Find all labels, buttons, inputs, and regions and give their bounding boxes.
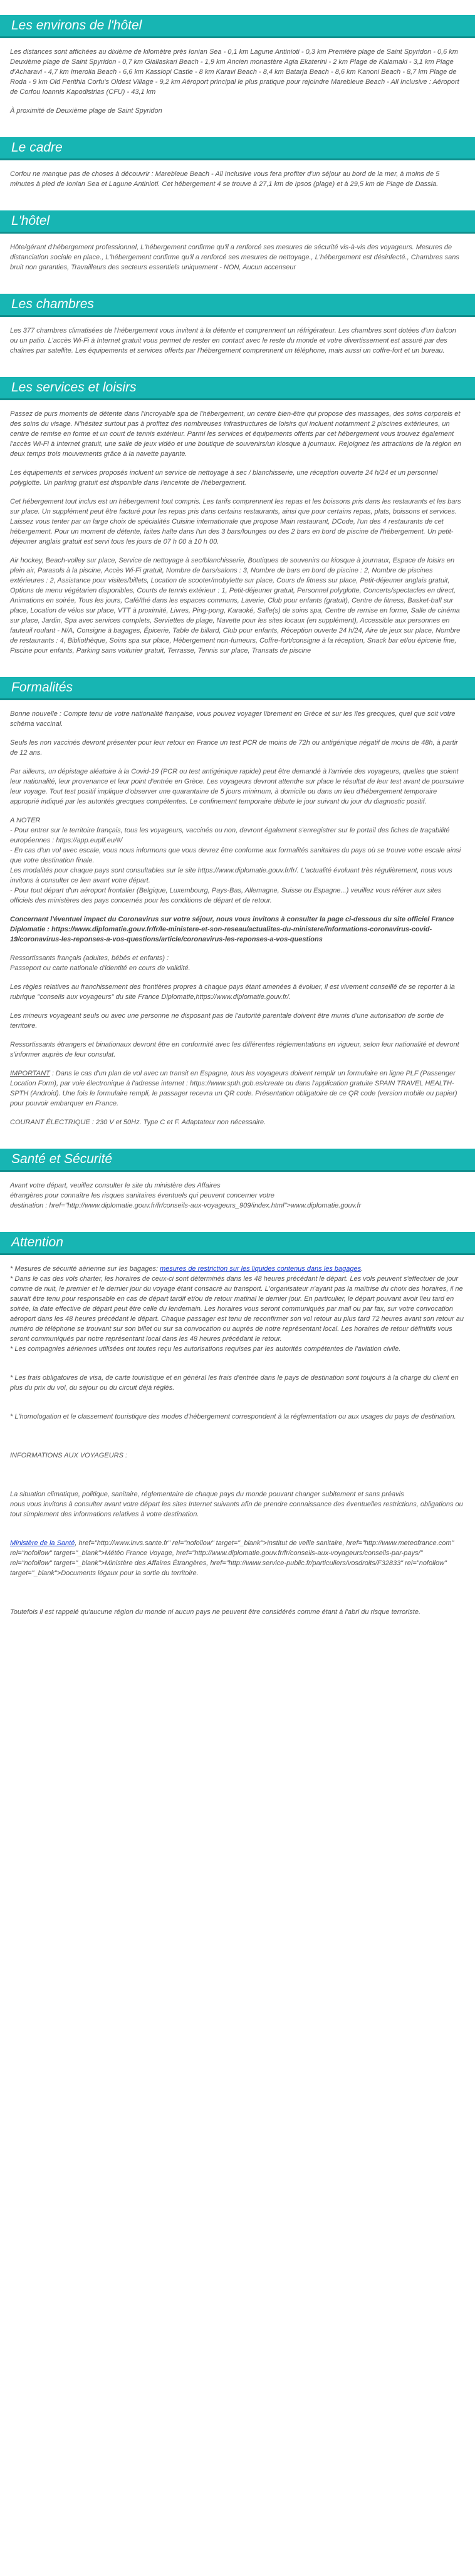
note-line: A NOTER — [10, 817, 41, 824]
sante-text — [10, 1181, 465, 1211]
hotel-text: Hôte/gérant d'hébergement professionnel, L'hébergement confirme qu'il a renforcé ses mesures de sécurité vis-à-vis des voyageurs. Mesures de distanciation sociale en place., L'hébergement confirme qu'il a renforcé ses mesures de nettoyage., L'hébergement est désinfecté., Chambres sans bruit non garanties, Travailleurs des secteurs essentiels uniquement - NON, Aucun accenseur — [10, 244, 459, 271]
distances-text: Les distances sont affichées au dixième de kilomètre près Ionian Sea - 0,1 km Lagune Antinioti - 0,3 km Première plage de Saint Spyridon - 0,6 km Deuxième plage de Saint Spyridon - 0,7 km Giallaskari Beach - 1,9 km Ancien monastère Agia Ekaterini - 2 km Plage de Kalamaki - 3,1 km Plage d'Acharavi - 4,7 km Imerolia Beach - 6,6 km Kassiopi Castle - 8 km Karavi Beach - 8,4 km Batarja Beach - 8,6 km Kanoni Beach - 8,7 km Plage de Roda - 9 km Old Perithia Corfu's Oldest Village - 9,2 km Aéroport principal le plus pratique pour rejoindre Marebleue Beach - All Inclusive : Aéroport de Corfou Ioannis Kapodistrias (CFU) - 43,1 km — [10, 48, 459, 96]
services-paragraph: Passez de purs moments de détente dans l'incroyable spa de l'hébergement, un centre bien-être qui propose des massages, des soins corporels et des soins du visage. N'hésitez surtout pas à profitez des nombreuses infrastructures de loisirs qui incluent notamment 2 piscines extérieures, un centre de remise en forme et un court de tennis extérieur. Parmi les services et équipements offerts par cet hébergement vous trouvez également l'accès Wi-Fi à Internet gratuit, une salle de jeux vidéo et une boutique de souvenirs/un kiosque à journaux. Rejoignez les attractions de la région en deux temps trois mouvements grâce à la navette payante. — [10, 410, 461, 458]
important-text: : Dans le cas d'un plan de vol avec un transit en Espagne, tous les voyageurs doivent remplir un formulaire en ligne PLF (Passenger Location Form), par voie électronique à l'adresse internet : https://www.spth.gob.es/create ou dans l'application gratuite SPAIN TRAVEL HEALTH-SPTH (Android). Une fois le formulaire rempli, le passager recevra un QR code. Présentation obligatoire de ce QR code (version mobile ou papier) pour pouvoir embarquer en France. — [10, 1070, 457, 1107]
formalites-important — [10, 1068, 465, 1109]
climate-line: nous vous invitons à consulter avant votre départ les sites Internet suivants afin de prendre connaissance des éventuelles restrictions, obligations ou tout simplement des informations relatives à votre destination. — [10, 1501, 463, 1518]
climate-line: La situation climatique, politique, sanitaire, réglementaire de chaque pays du monde pouvant changer subitement et sans préavis — [10, 1491, 404, 1498]
attention-classification: * L'homologation et le classement touristique des modes d'hébergement correspondent à la réglementation ou aux usages du pays de destination. — [10, 1413, 456, 1420]
formalites-note — [10, 815, 465, 906]
note-line: - En cas d'un vol avec escale, vous nous informons que vous devrez être conforme aux formalités sanitaires du pays où se trouve votre escale ainsi que votre destination finale. — [10, 847, 461, 864]
baggage-prefix: * Mesures de sécurité aérienne sur les bagages: — [10, 1265, 160, 1273]
section-title-attention: Attention — [0, 1232, 475, 1255]
id-line: Ressortissants français (adultes, bébés et enfants) : — [10, 954, 169, 962]
note-line: Les modalités pour chaque pays sont consultables sur le site https://www.diplomatie.gouv.fr/fr/. L'actualité évoluant très régulièrement, nous vous invitons à consulter ce lien avant votre départ. — [10, 867, 452, 884]
section-title-environs: Les environs de l'hôtel — [0, 15, 475, 38]
liquids-restriction-link[interactable]: mesures de restriction sur les liquides contenus dans les bagages — [160, 1265, 362, 1273]
section-title-sante: Santé et Sécurité — [0, 1149, 475, 1172]
section-hotel — [0, 210, 475, 272]
formalites-id-requirements — [10, 953, 465, 973]
section-sante — [0, 1149, 475, 1211]
formalites-paragraph: Par ailleurs, un dépistage aléatoire à la Covid-19 (PCR ou test antigénique rapide) peut être demandé à l'arrivée des voyageurs, quelles que soient leur nationalité, leur provenance et leur point d'entrée en Grèce. Les voyageurs devront attendre sur place le résultat de leur test avant de poursuivre leur voyage. Tout test positif implique d'observer une quarantaine de 5 jours minimum, à domicile ou dans un lieu d'hébergement temporaire approprié indiqué par les autorités grecques compétentes. Le confinement temporaire débute le jour suivant du jour du diagnostic positif. — [10, 768, 464, 805]
sante-line: étrangères pour connaître les risques sanitaires éventuels qui peuvent concerner votre — [10, 1192, 274, 1199]
baggage-suffix: . — [361, 1265, 363, 1273]
formalites-paragraph: Seuls les non vaccinés devront présenter pour leur retour en France un test PCR de moins de 72h ou antigénique négatif de moins de 48h, à partir de 12 ans. — [10, 739, 458, 757]
section-title-cadre: Le cadre — [0, 137, 475, 160]
formalites-paragraph: Ressortissants étrangers et binationaux devront être en conformité avec les différentes réglementations en vigueur, selon leur nationalité et devront s'informer auprès de leur consulat. — [10, 1041, 459, 1058]
section-environs — [0, 15, 475, 116]
section-formalites — [0, 677, 475, 1127]
attention-climate — [10, 1489, 465, 1519]
id-line: Passeport ou carte nationale d'identité en cours de validité. — [10, 965, 191, 972]
travelers-info-heading: INFORMATIONS AUX VOYAGEURS : — [10, 1452, 128, 1459]
section-title-services: Les services et loisirs — [0, 377, 475, 400]
sante-line: Avant votre départ, veuillez consulter le site du ministère des Affaires — [10, 1182, 221, 1189]
electricity-info: COURANT ÉLECTRIQUE : 230 V et 50Hz. Type C et F. Adaptateur non nécessaire. — [10, 1119, 266, 1126]
formalites-paragraph: Bonne nouvelle : Compte tenu de votre nationalité française, vous pouvez voyager librement en Grèce et sur les îles grecques, quel que soit votre schéma vaccinal. — [10, 710, 456, 728]
section-title-hotel: L'hôtel — [0, 210, 475, 234]
section-chambres — [0, 294, 475, 356]
attention-links — [10, 1538, 465, 1578]
section-title-formalites: Formalités — [0, 677, 475, 700]
formalites-paragraph: Les mineurs voyageant seuls ou avec une personne ne disposant pas de l'autorité parentale doivent être munis d'une autorisation de sortie de territoire. — [10, 1012, 444, 1030]
coronavirus-notice: Concernant l'éventuel impact du Coronavirus sur votre séjour, nous vous invitons à consulter la page ci-dessous du site officiel France Diplomatie : https://www.diplomatie.gouv.fr/fr/le-ministere-et-son-reseau/actualites-du-ministere/informations-coronavirus-covid-19/coronavirus-les-reponses-a-vos-questions/article/coronavirus-les-reponses-a-vos-questions — [10, 916, 454, 943]
sante-line: destination : href="http://www.diplomatie.gouv.fr/fr/conseils-aux-voyageurs_909/index.html">www.diplomatie.gouv.fr — [10, 1202, 362, 1209]
attention-charter: * Dans le cas des vols charter, les horaires de ceux-ci sont déterminés dans les 48 heures précédant le départ. Les vols peuvent s'effectuer de jour comme de nuit, le premier et le dernier jour du voyage étant consacré au transport. L'organisateur n'ayant pas la maîtrise du choix des horaires, il ne saurait être tenu pour responsable en cas de départ tardif et/ou de retour matinal le dernier jour. En particulier, le départ pouvant avoir lieu tard en soirée, la date effective de départ peut être celle du lendemain. Les horaires vous seront communiqués par mail ou par fax, sur votre convocation aéroport dans les 48 heures précédant le départ. Chaque passager est tenu de reconfirmer son vol retour au plus tard 72 heures avant son retour au numéro de téléphone se trouvant sur son billet ou sur sa convocation ou auprès de notre représentant local. Les horaires de retour définitifs vous seront communiqués par notre représentant local dans les 48 heures précédant le retour. — [10, 1275, 464, 1343]
note-line: - Pour entrer sur le territoire français, tous les voyageurs, vaccinés ou non, devront également s'enregistrer sur le portail des fiches de traçabilité européennes : https://app.euplf.eu/#/ — [10, 827, 450, 844]
important-label: IMPORTANT — [10, 1070, 50, 1077]
attention-visa: * Les frais obligatoires de visa, de carte touristique et en général les frais d'entrée dans le pays de destination sont toujours à la charge du client en plus du prix du vol, du séjour ou du circuit déjà réglés. — [10, 1374, 459, 1392]
cadre-text: Corfou ne manque pas de choses à découvrir : Marebleue Beach - All Inclusive vous fera profiter d'un séjour au bord de la mer, à moins de 5 minutes à pied de Ionian Sea et Lagune Antinioti. Cet hébergement 4 se trouve à 27,1 km de Ipsos (plage) et à 29,5 km de Plage de Dassia. — [10, 170, 440, 188]
formalites-paragraph: Les règles relatives au franchissement des frontières propres à chaque pays étant amenées à évoluer, il est vivement conseillé de se reporter à la rubrique "conseils aux voyageurs" du site France Diplomatie,https://www.diplomatie.gouv.fr/. — [10, 983, 455, 1001]
attention-airlines: * Les compagnies aériennes utilisées ont toutes reçu les autorisations requises par les autorités compétentes de l'aviation civile. — [10, 1345, 401, 1353]
section-title-chambres: Les chambres — [0, 294, 475, 317]
chambres-text: Les 377 chambres climatisées de l'hébergement vous invitent à la détente et comprennent un réfrigérateur. Les chambres sont dotées d'un balcon ou un patio. L'accès Wi-Fi à Internet gratuit vous permet de rester en contact avec le reste du monde et votre divertissement est assuré par des chaînes par satellite. Les équipements et services offerts par l'hébergement comprennent un téléphone, mais aussi un coffre-fort et un bureau. — [10, 327, 456, 354]
section-attention — [0, 1232, 475, 1617]
attention-baggage — [10, 1264, 465, 1274]
attention-terrorism: Toutefois il est rappelé qu'aucune région du monde ni aucun pays ne peuvent être considérés comme étant à l'abri du risque terroriste. — [10, 1608, 421, 1616]
section-cadre — [0, 137, 475, 189]
proximity-text: À proximité de Deuxième plage de Saint Spyridon — [10, 107, 162, 115]
section-services — [0, 377, 475, 656]
services-paragraph: Cet hébergement tout inclus est un hébergement tout compris. Les tarifs comprennent les repas et les boissons pris dans les restaurants et les bars sur place. Un supplément peut être facturé pour les repas pris dans certains restaurants, ainsi que pour certains repas, plats, boissons et services. Laissez vous tenter par un large choix de spécialités Cuisine internationale que propose Main restaurant, DCode, l'un des 4 restaurants de cet hébergement. Pour un moment de détente, faites halte dans l'un des 3 bars/lounges ou des 2 bars en bord de piscine de l'hébergement. Un petit-déjeuner anglais gratuit est servi tous les jours de 07 h 00 à 10 h 00. — [10, 498, 461, 546]
ministry-health-link[interactable]: Ministère de la Santé — [10, 1539, 75, 1547]
note-line: - Pour tout départ d'un aéroport frontalier (Belgique, Luxembourg, Pays-Bas, Allemagne, Suisse ou Espagne...) veuillez vous référer aux sites officiels des ministères des pays concernés pour les conditions de départ et de retour. — [10, 887, 442, 904]
services-paragraph: Les équipements et services proposés incluent un service de nettoyage à sec / blanchisserie, une réception ouverte 24 h/24 et un personnel polyglotte. Un parking gratuit est disponible dans l'enceinte de l'hébergement. — [10, 469, 438, 487]
links-text: , href="http://www.invs.sante.fr" rel="nofollow" target="_blank">Institut de veille sanitaire, href="http://www.meteofrance.com" rel="nofollow" target="_blank">Météo France Voyage, href="http://www.diplomatie.gouv.fr/fr/conseils-aux-voyageurs/conseils-par-pays/" rel="nofollow" target="_blank">Ministère des Affaires Étrangères, href="http://www.service-public.fr/particuliers/vosdroits/F32833" rel="nofollow" target="_blank">Documents légaux pour la sortie du territoire. — [10, 1539, 454, 1577]
services-amenities-list: Air hockey, Beach-volley sur place, Service de nettoyage à sec/blanchisserie, Boutiques de souvenirs ou kiosque à journaux, Espace de loisirs en plein air, Parasols à la piscine, Accès Wi-Fi gratuit, Nombre de bars/salons : 3, Nombre de bars en bord de piscine : 2, Nombre de piscines extérieures : 2, Assistance pour visites/billets, Location de scooter/mobylette sur place, Cours de fitness sur place, Petit-déjeuner anglais gratuit, Options de menu végétarien disponibles, Courts de tennis extérieur : 1, Petit-déjeuner gratuit, Personnel polyglotte, Concerts/spectacles en direct, Animations en soirée, Tous les jours, Café/thé dans les espaces communs, Laverie, Club pour enfants (gratuit), Centre de fitness, Basket-ball sur place, Location de vélos sur place, VTT à proximité, Livres, Ping-pong, Karaoké, Salle(s) de soins spa, Centre de remise en forme, Salle de cinéma sur place, Jardin, Spa avec services complets, Serviettes de plage, Navette pour les sites locaux (en supplément), Accessible aux personnes en fauteuil roulant - N/A, Consigne à bagages, Épicerie, Table de billard, Club pour enfants, Réception ouverte 24 h/24, Aire de jeux sur place, Nombre de restaurants : 4, Bibliothèque, Soins spa sur place, Hébergement non-fumeurs, Coffre-fort/consigne à la réception, Snack bar et/ou épicerie fine, Piscine pour enfants, Parking sans voiturier gratuit, Terrasse, Tennis sur place, Transats de piscine — [10, 557, 461, 654]
